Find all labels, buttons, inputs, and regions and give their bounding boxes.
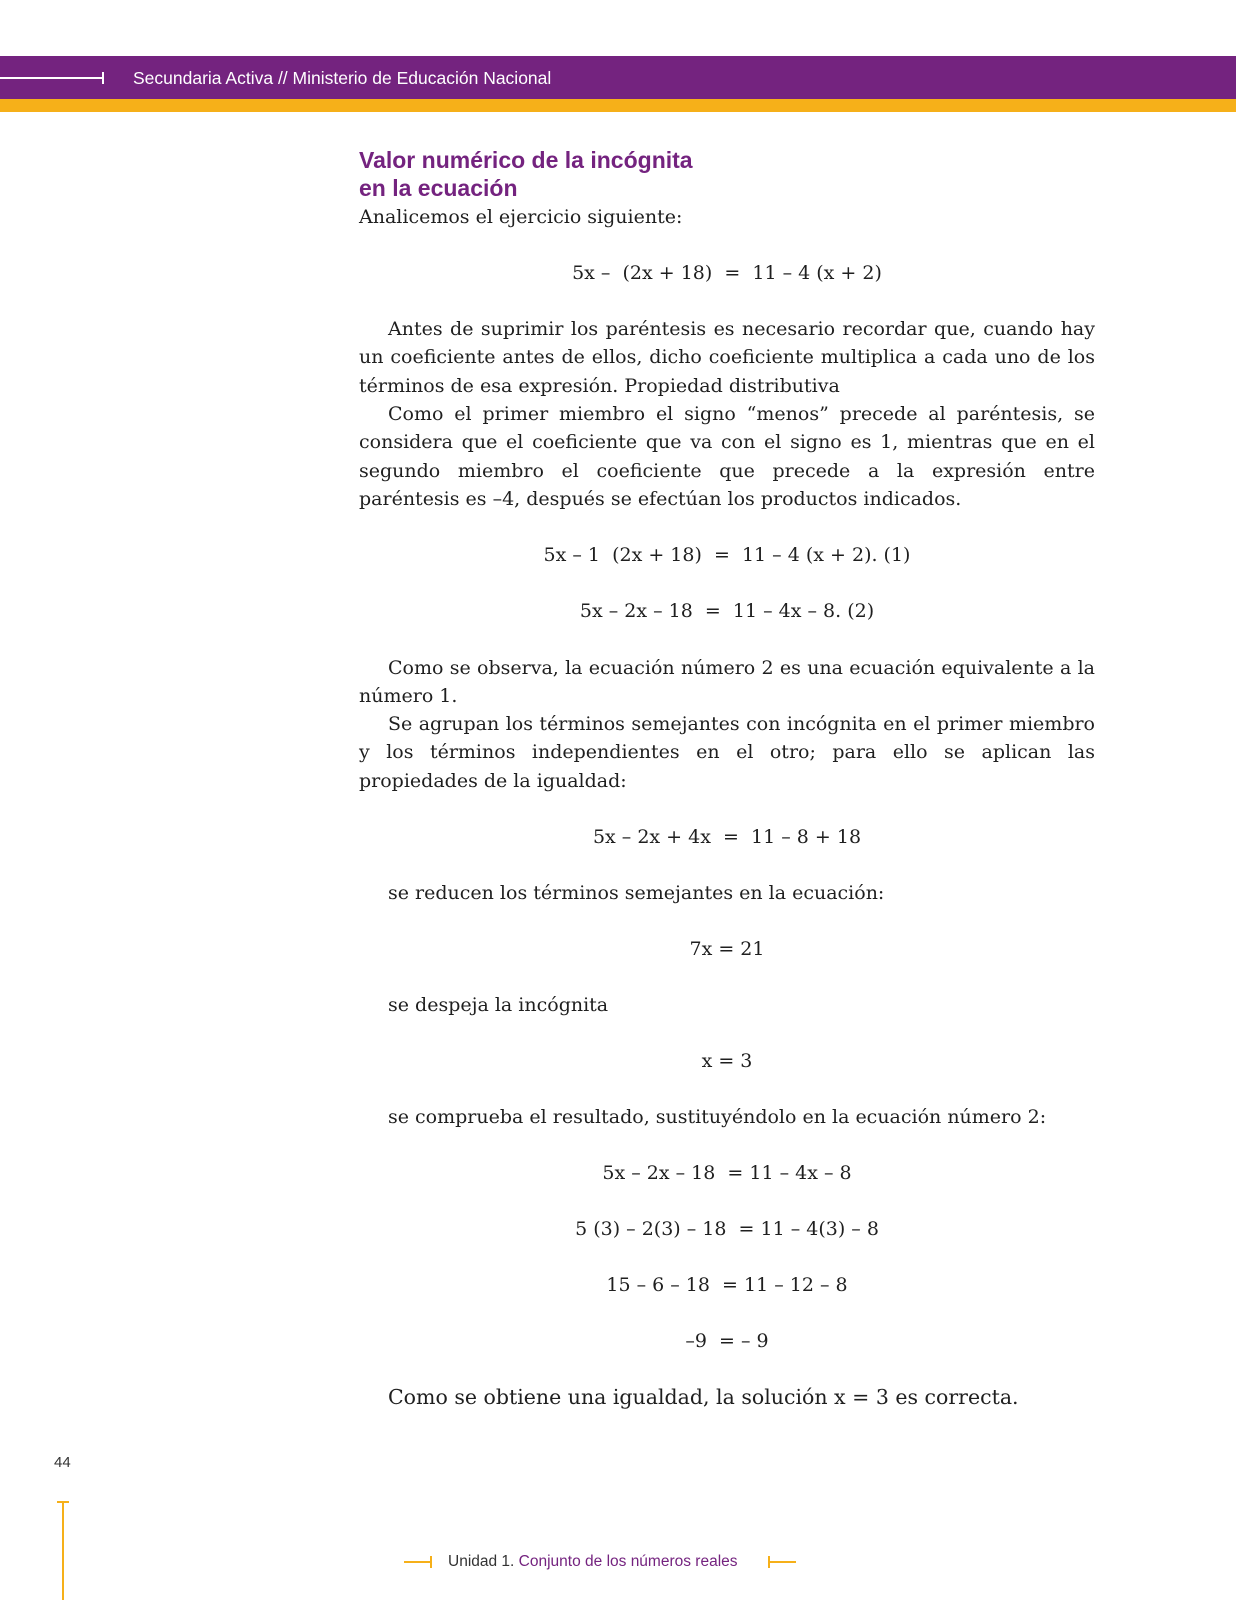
header-title: Secundaria Activa // Ministerio de Educación Nacional — [133, 68, 552, 88]
footer-unit-label — [448, 1551, 738, 1573]
paragraph-equivalent: Como se observa, la ecuación número 2 es una ecuación equivalente a la número 1. — [359, 657, 1095, 708]
intro-text: Analicemos el ejercicio siguiente: — [359, 206, 683, 228]
equation-1: 5x – 1 (2x + 18) = 11 – 4 (x + 2). (1) — [543, 544, 911, 566]
paragraph-distributive: Antes de suprimir los paréntesis es necesario recordar que, cuando hay un coeficiente antes de ellos, dicho coeficiente multiplica a cada uno de los términos de esa expresión. Propiedad distributiva — [359, 318, 1095, 397]
header-rule — [0, 77, 104, 79]
footer-unit: Unidad 1. — [448, 1553, 515, 1570]
equation-grouped: 5x – 2x + 4x = 11 – 8 + 18 — [592, 826, 862, 848]
section-title-line-2: en la ecuación — [359, 175, 518, 201]
section-title — [359, 146, 1159, 202]
conclusion-text: Como se obtiene una igualdad, la solución x = 3 es correcta. — [388, 1385, 1019, 1409]
header-accent-stripe — [0, 99, 1236, 112]
footer-vertical-rule — [62, 1502, 64, 1600]
footer-left-mark — [404, 1561, 432, 1563]
check-line-2: 5 (3) – 2(3) – 18 = 11 – 4(3) – 8 — [575, 1218, 879, 1240]
step-isolate: se despeja la incógnita — [388, 994, 609, 1016]
page-number: 44 — [54, 1454, 71, 1471]
paragraph-grouping: Se agrupan los términos semejantes con incógnita en el primer miembro y los términos independientes en el otro; para ello se aplican las propiedades de la igualdad: — [359, 713, 1095, 792]
footer-right-mark — [768, 1561, 796, 1563]
equation-2: 5x – 2x – 18 = 11 – 4x – 8. (2) — [579, 600, 875, 622]
step-reduce: se reducen los términos semejantes en la ecuación: — [388, 882, 885, 904]
section-title-line-1: Valor numérico de la incógnita — [359, 147, 693, 173]
footer-left-mark-tick — [430, 1556, 432, 1568]
equation-solution: x = 3 — [701, 1050, 753, 1072]
check-line-1: 5x – 2x – 18 = 11 – 4x – 8 — [602, 1162, 852, 1184]
header-rule-tick — [102, 72, 104, 84]
equation-initial: 5x – (2x + 18) = 11 – 4 (x + 2) — [572, 262, 882, 284]
footer-unit-title: Conjunto de los números reales — [518, 1553, 738, 1570]
equation-reduced: 7x = 21 — [689, 938, 765, 960]
paragraph-minus-sign: Como el primer miembro el signo “menos” precede al paréntesis, se considera que el coeficiente que va con el signo es 1, mientras que en el segundo miembro el coeficiente que precede a la expresión entre paréntesis es –4, después se efectúan los productos indicados. — [359, 403, 1095, 510]
check-line-4: –9 = – 9 — [685, 1330, 769, 1352]
check-line-3: 15 – 6 – 18 = 11 – 12 – 8 — [606, 1274, 848, 1296]
step-check: se comprueba el resultado, sustituyéndolo en la ecuación número 2: — [388, 1106, 1047, 1128]
